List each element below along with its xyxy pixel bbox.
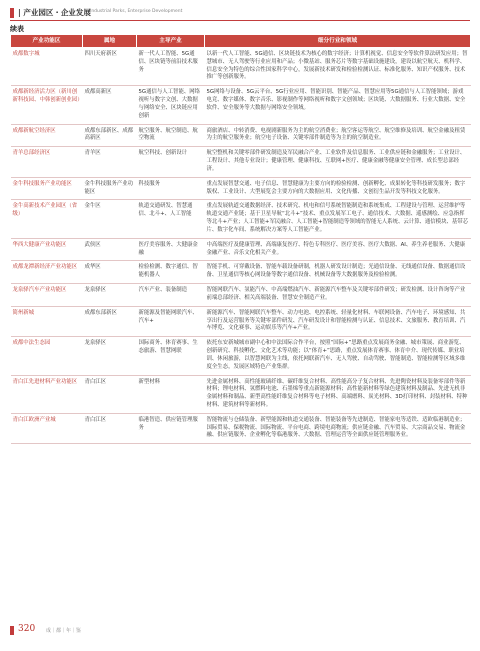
table-row bbox=[11, 261, 471, 284]
zone-name-cell: 龙泉驿汽车产业功能区 bbox=[11, 284, 83, 307]
detail-cell: 重点发展智慧交通、电子信息、智慧健康为主要方向的检验检测、创新孵化、成果转化等科技研发服务；数字版权、工业设计、大型展览会主要方向的大数据应用、文化传播、文创衍生品开发等科技文化服务。 bbox=[205, 177, 471, 200]
table-row bbox=[11, 124, 471, 147]
table-row bbox=[11, 177, 471, 200]
industry-cell: 轨道交通研发、智慧通信、北斗+、人工智能 bbox=[137, 200, 205, 238]
detail-cell: 智能手机、可穿戴设备、智能车载设备研制，机器人研发设计制造；光通信设备、无线通信设备、数据通信设备、卫星通信等核心网设备等数字通信设备、机械设备等大数据服务及检验检测。 bbox=[205, 261, 471, 284]
area-cell: 四川天府新区 bbox=[83, 48, 137, 86]
area-cell: 金牛区 bbox=[83, 200, 137, 238]
section-subtitle: Industrial Parks, Enterprise Development bbox=[90, 9, 183, 14]
industry-cell: 科技服务 bbox=[137, 177, 205, 200]
section-title: | 产业园区・企业发展 bbox=[18, 8, 91, 17]
page-header bbox=[10, 6, 470, 20]
industry-cell: 汽车产业、装备制造 bbox=[137, 284, 205, 307]
footer-text: 成｜都｜年｜鉴 bbox=[46, 628, 82, 634]
zone-name-cell: 青白江先进材料产业功能区 bbox=[11, 375, 83, 413]
zone-name-cell: 金牛科技服务产业功能区 bbox=[11, 177, 83, 200]
industry-zone-table bbox=[10, 34, 471, 444]
zone-name-cell: 华西大健康产业功能区 bbox=[11, 238, 83, 261]
industry-cell: 国际商务、体育赛事、生态旅游、智慧网联 bbox=[137, 337, 205, 375]
zone-name-cell: 成都新经济活力区（新川创新科技园、中韩创新创业园） bbox=[11, 86, 83, 124]
column-header-industry: 主导产业 bbox=[137, 35, 205, 48]
area-cell: 龙泉驿区 bbox=[83, 284, 137, 307]
industry-cell: 新一代人工智能、5G通信、区块链等前沿技术服务 bbox=[137, 48, 205, 86]
detail-cell: 依托东安新城城市副中心和中法国际合作平台，按照“国际+”思路重点发展商务金融、城市策展、商业游览、创新研究、科技孵化、文化艺术等功能；以“体育+”思路，重点发展体育赛事、体育中介、现代传媒、职业培训、休闲旅游，以智慧网联为主线，依托网联新汽车、无人驾驶、自动驾驶、智能制造、智能检测等区域多维度全生态，发展区域特色产业集群。 bbox=[205, 337, 471, 375]
detail-cell: 航空整机和关键零部件研发制造及军民融合产业、工业软件及信息服务、工业供应链和金融服务；工业设计、工程设计、其他专业设计；健康管理、健康科技、互联网+医疗、健康金融等健康安全管理、成长型总部经济。 bbox=[205, 147, 471, 177]
table-row bbox=[11, 147, 471, 177]
detail-cell: 新能源汽车、智能网联汽车整车、动力电池、电控系统、轻量化材料、车联网设备、汽车电子、环境感知、共享出行及运营服务等关键零部件研发、汽车研发设计和智能检测与认证、信息技术、文旅服务、教育培训、汽车博览、文化赛事、运动娱乐等汽车+产业。 bbox=[205, 306, 471, 336]
area-cell: 成都东部新区 bbox=[83, 306, 137, 336]
zone-name-cell: 青白江欧洲产业城 bbox=[11, 413, 83, 443]
table-row bbox=[11, 306, 471, 336]
industry-cell: 新能源及智能网联汽车、汽车+ bbox=[137, 306, 205, 336]
industry-cell: 临港智造、供应链管理服务 bbox=[137, 413, 205, 443]
zone-name-cell: 简州新城 bbox=[11, 306, 83, 336]
detail-cell: 5G网络与设备、5G云平台、5G行业应用、智能识别、智能产品、智慧应用等5G通信与人工智能领域；游戏电竞、数字媒体、数字音乐、影视制作等网络视听和数字文创领域；区块链、大数据服务、行业大数据、安全软件、安全服务等大数据与网络安全领域。 bbox=[205, 86, 471, 124]
area-cell: 武侯区 bbox=[83, 238, 137, 261]
area-cell: 成华区 bbox=[83, 261, 137, 284]
table-row bbox=[11, 200, 471, 238]
industry-cell: 医疗美容服务、大健康金融 bbox=[137, 238, 205, 261]
area-cell: 青羊区 bbox=[83, 147, 137, 177]
zone-name-cell: 金牛高新技术产业园区（省级） bbox=[11, 200, 83, 238]
column-header-area: 属地 bbox=[83, 35, 137, 48]
detail-cell: 以新一代人工智能、5G通信、区块链技术为核心的数字经济；计算机视觉、信息安全等软件算法研发应用；智慧城市、无人驾驶等行业应用和产品；小微基站、服务芯片等数字基础设施建设，建设以航空航天、机科学、信息安全为特色的综合性国家科学中心，发展新技术研发和检验检测认证、标准化服务、知识产权服务、技术推广等创新服务。 bbox=[205, 48, 471, 86]
table-header-row bbox=[11, 35, 471, 48]
area-cell: 成都高新区 bbox=[83, 86, 137, 124]
zone-name-cell: 青羊总部经济区 bbox=[11, 147, 83, 177]
page-footer bbox=[10, 624, 470, 638]
area-cell: 青白江区 bbox=[83, 413, 137, 443]
column-header-detail: 细分行业和领域 bbox=[205, 35, 471, 48]
area-cell: 成都东部新区、成都高新区 bbox=[83, 124, 137, 147]
area-cell: 金牛科技服务产业功能区 bbox=[83, 177, 137, 200]
table-row bbox=[11, 86, 471, 124]
industry-cell: 5G通信与人工智能、网络视听与数字文创、大数据与网络安全、区块链应用创新 bbox=[137, 86, 205, 124]
table-row bbox=[11, 413, 471, 443]
footer-accent-bar bbox=[10, 626, 14, 635]
header-divider bbox=[10, 20, 470, 21]
table-row bbox=[11, 284, 471, 307]
header-accent-bar bbox=[10, 8, 14, 18]
zone-name-cell: 成都数字城 bbox=[11, 48, 83, 86]
zone-name-cell: 成都新航空经济区 bbox=[11, 124, 83, 147]
table-row bbox=[11, 48, 471, 86]
detail-cell: 中高端医疗及健康管理、高端康复医疗、特色专科医疗、医疗美容、医疗大数据、AI、养生养老服务、大健康金融产业、音乐文化相关产业。 bbox=[205, 238, 471, 261]
table-row bbox=[11, 375, 471, 413]
continuation-label: 续表 bbox=[10, 25, 24, 33]
zone-name-cell: 成都中法生态园 bbox=[11, 337, 83, 375]
table-row bbox=[11, 337, 471, 375]
area-cell: 龙泉驿区 bbox=[83, 337, 137, 375]
page-number: 320 bbox=[18, 624, 36, 634]
detail-cell: 智能网联汽车、氢能汽车、中高端燃油汽车、新能源汽车整车及关键零部件研发；研发检测、设计咨询等产业前端总部经济、相关高端装备、智慧安全制造产业。 bbox=[205, 284, 471, 307]
industry-cell: 航空科技、创新设计 bbox=[137, 147, 205, 177]
detail-cell: 先进金属材料、高性能玻璃纤维、碳纤维复合材料、高性能高分子复合材料、先进陶瓷材料及装备零部件等新材料；锂电材料、氢燃料电池、石墨烯等重点新能源材料；高性能新材料等绿色建筑材料及制品、先进无机非金属材料和制品、新型高性能纤维复合材料等电子材料、高端磨料、炭光材料、3D打印材料、封装材料、特种材料、建筑材料等新材料。 bbox=[205, 375, 471, 413]
area-cell: 青白江区 bbox=[83, 375, 137, 413]
industry-cell: 新型材料 bbox=[137, 375, 205, 413]
column-header-zone: 产业功能区 bbox=[11, 35, 83, 48]
detail-cell: 重点发展轨道交通数据经济、技术研究、机电和信号系统智能制造和系统集成、工程建设与管理、运营维护等轨道交通产业链；基于卫星导航“北斗+”技术、重点发展军工电子、通信技术、大数据、遥感测绘、应急指挥等北斗+产业；人工智能+军民融合、人工智能+智能制造等领域的智能无人系统、云计算、通信模块、基带芯片、数字化车间、系统解决方案等人工智能产业。 bbox=[205, 200, 471, 238]
detail-cell: 商旅酒店、中转消费、电视剧新服务为主的航空消费业；航空客运等航空、航空维修及培训、航空金融及租赁为主的航空服务业；航空电子设备、关键零部件制造等为主的航空制造业。 bbox=[205, 124, 471, 147]
zone-name-cell: 成都龙潭新经济产业功能区 bbox=[11, 261, 83, 284]
detail-cell: 智能物流与仓储装备、新型能源和轨道交通装备、智能装备等先进制造、智能家电等适铁、适欧临港制造业；国际贸易、保税物流、国际物流、平台电商、跨境电商物流；供应链金融、汽车贸易、大宗商品交易、物流金融、供应链服务、企业孵化等临港服务、大数据、管理运营等全面供应链管理服务业。 bbox=[205, 413, 471, 443]
industry-cell: 航空服务、航空制造、航空物流 bbox=[137, 124, 205, 147]
industry-cell: 检验检测、数字通信、智能机器人 bbox=[137, 261, 205, 284]
table-row bbox=[11, 238, 471, 261]
